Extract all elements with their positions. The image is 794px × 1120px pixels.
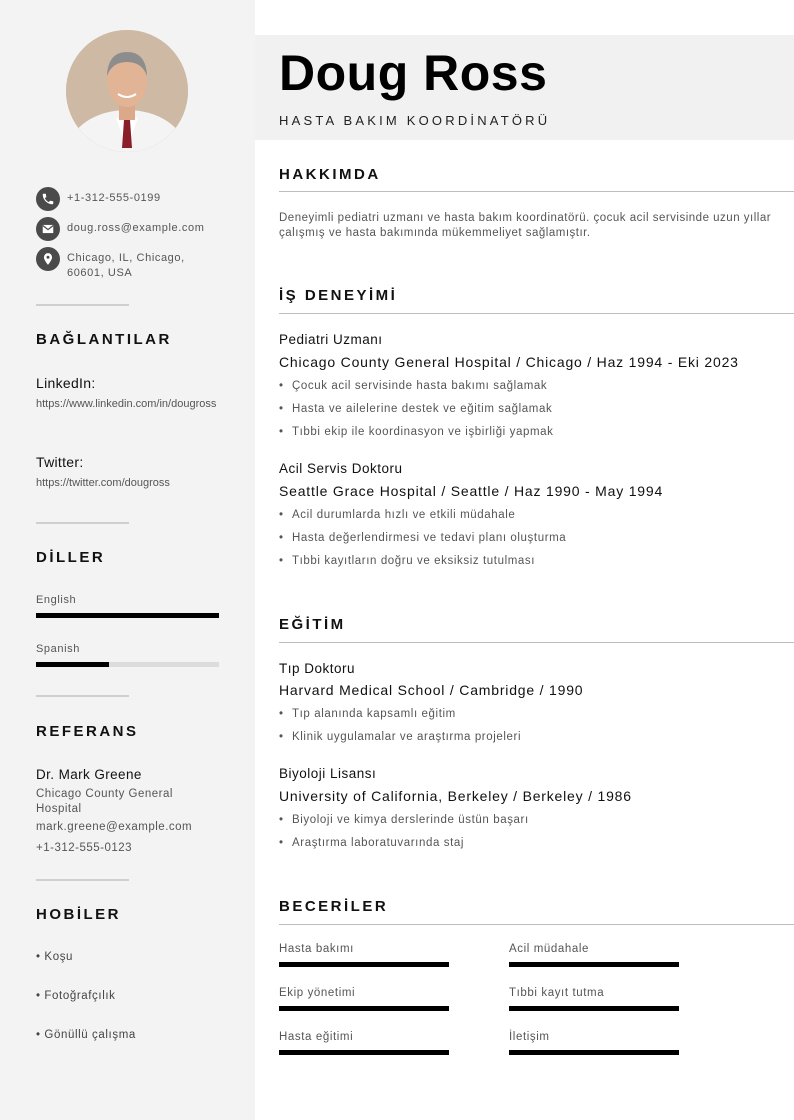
job-entry-details: Seattle Grace Hospital / Seattle / Haz 1990 - May 1994 bbox=[279, 483, 664, 499]
hobby-label: Gönüllü çalışma bbox=[44, 1029, 136, 1041]
hobbies-heading: HOBİLER bbox=[36, 906, 121, 923]
skill-level-bar bbox=[509, 962, 679, 967]
linkedin-label: LinkedIn: bbox=[36, 375, 96, 391]
reference-email[interactable]: mark.greene@example.com bbox=[36, 821, 193, 833]
education-heading: EĞİTİM bbox=[279, 616, 346, 633]
language-level-fill bbox=[36, 613, 219, 618]
person-name: Doug Ross bbox=[279, 45, 548, 101]
bullet-text: Tıbbi ekip ile koordinasyon ve işbirliği yapmak bbox=[292, 426, 554, 438]
hobby-item: • Fotoğrafçılık bbox=[36, 990, 116, 1002]
bullet-text: Acil durumlarda hızlı ve etkili müdahale bbox=[292, 509, 516, 521]
contact-address bbox=[36, 247, 217, 281]
language-name: English bbox=[36, 594, 77, 606]
reference-org: Chicago County General Hospital bbox=[36, 788, 173, 815]
bullet-text: Hasta değerlendirmesi ve tedavi planı oluşturma bbox=[292, 532, 567, 544]
bullet-text: Klinik uygulamalar ve araştırma projeleri bbox=[292, 731, 522, 743]
hobby-label: Fotoğrafçılık bbox=[44, 990, 116, 1002]
bullet-text: Hasta ve ailelerine destek ve eğitim sağlamak bbox=[292, 403, 553, 415]
phone-icon bbox=[36, 187, 60, 211]
languages-heading: DİLLER bbox=[36, 549, 106, 566]
skill-level-bar bbox=[509, 1050, 679, 1055]
education-entry-details: University of California, Berkeley / Berkeley / 1986 bbox=[279, 788, 632, 804]
mail-icon bbox=[36, 217, 60, 241]
education-bullet: • Biyoloji ve kimya derslerinde üstün başarı bbox=[279, 814, 529, 826]
location-pin-icon bbox=[36, 247, 60, 271]
job-bullet: • Tıbbi ekip ile koordinasyon ve işbirliği yapmak bbox=[279, 426, 554, 438]
sidebar bbox=[0, 0, 255, 1120]
section-rule bbox=[279, 924, 794, 925]
skill-level-bar bbox=[279, 1006, 449, 1011]
language-level-bar bbox=[36, 613, 219, 618]
bullet-text: Tıp alanında kapsamlı eğitim bbox=[292, 708, 456, 720]
twitter-link[interactable]: https://twitter.com/dougross bbox=[36, 477, 170, 489]
job-entry-title: Acil Servis Doktoru bbox=[279, 461, 403, 476]
experience-heading: İŞ DENEYİMİ bbox=[279, 287, 398, 304]
skill-name: Tıbbi kayıt tutma bbox=[509, 987, 605, 999]
skill-level-bar bbox=[279, 1050, 449, 1055]
about-heading: HAKKIMDA bbox=[279, 166, 381, 183]
skill-name: Acil müdahale bbox=[509, 943, 590, 955]
divider bbox=[36, 695, 129, 697]
skill-name: İletişim bbox=[509, 1031, 550, 1043]
linkedin-link[interactable]: https://www.linkedin.com/in/dougross bbox=[36, 398, 217, 410]
job-bullet: • Tıbbi kayıtların doğru ve eksiksiz tutulması bbox=[279, 555, 536, 567]
job-entry-details: Chicago County General Hospital / Chicago / Haz 1994 - Eki 2023 bbox=[279, 354, 739, 370]
bullet-text: Çocuk acil servisinde hasta bakımı sağlamak bbox=[292, 380, 548, 392]
language-level-fill bbox=[36, 662, 109, 667]
skill-level-bar bbox=[279, 962, 449, 967]
education-entry-title: Biyoloji Lisansı bbox=[279, 766, 377, 781]
links-heading: BAĞLANTILAR bbox=[36, 331, 172, 348]
references-heading: REFERANS bbox=[36, 723, 139, 740]
job-bullet: • Acil durumlarda hızlı ve etkili müdahale bbox=[279, 509, 516, 521]
job-entry-title: Pediatri Uzmanı bbox=[279, 332, 383, 347]
phone-text[interactable]: +1-312-555-0199 bbox=[67, 192, 161, 204]
skill-name: Ekip yönetimi bbox=[279, 987, 356, 999]
skill-name: Hasta bakımı bbox=[279, 943, 354, 955]
hobby-item: • Koşu bbox=[36, 951, 74, 963]
hobby-label: Koşu bbox=[44, 951, 74, 963]
hobby-item: • Gönüllü çalışma bbox=[36, 1029, 136, 1041]
contact-phone bbox=[36, 187, 217, 211]
avatar bbox=[66, 30, 188, 152]
education-bullet: • Tıp alanında kapsamlı eğitim bbox=[279, 708, 456, 720]
divider bbox=[36, 879, 129, 881]
education-entry-title: Tıp Doktoru bbox=[279, 661, 356, 676]
about-text: Deneyimli pediatri uzmanı ve hasta bakım koordinatörü. çocuk acil servisinde uzun yıllar çalışmış ve hasta bakımında mükemmeliyet sağlamıştır. bbox=[279, 212, 772, 239]
portrait-image bbox=[66, 30, 188, 152]
language-level-bar bbox=[36, 662, 219, 667]
job-title: HASTA BAKIM KOORDİNATÖRÜ bbox=[279, 113, 551, 128]
job-bullet: • Hasta ve ailelerine destek ve eğitim sağlamak bbox=[279, 403, 553, 415]
education-entry-details: Harvard Medical School / Cambridge / 1990 bbox=[279, 682, 584, 698]
twitter-label: Twitter: bbox=[36, 454, 84, 470]
skills-heading: BECERİLER bbox=[279, 898, 389, 915]
bullet-text: Biyoloji ve kimya derslerinde üstün başarı bbox=[292, 814, 529, 826]
divider bbox=[36, 522, 129, 524]
education-bullet: • Klinik uygulamalar ve araştırma projeleri bbox=[279, 731, 522, 743]
address-text: Chicago, IL, Chicago, 60601, USA bbox=[67, 252, 185, 279]
contact-email bbox=[36, 217, 217, 241]
job-bullet: • Çocuk acil servisinde hasta bakımı sağlamak bbox=[279, 380, 548, 392]
bullet-text: Tıbbi kayıtların doğru ve eksiksiz tutulması bbox=[292, 555, 536, 567]
email-text[interactable]: doug.ross@example.com bbox=[67, 222, 205, 234]
divider bbox=[36, 304, 129, 306]
skill-name: Hasta eğitimi bbox=[279, 1031, 354, 1043]
section-rule bbox=[279, 191, 794, 192]
language-name: Spanish bbox=[36, 643, 80, 655]
reference-name: Dr. Mark Greene bbox=[36, 767, 142, 782]
skill-level-bar bbox=[509, 1006, 679, 1011]
bullet-text: Araştırma laboratuvarında staj bbox=[292, 837, 465, 849]
job-bullet: • Hasta değerlendirmesi ve tedavi planı oluşturma bbox=[279, 532, 567, 544]
reference-phone[interactable]: +1-312-555-0123 bbox=[36, 842, 133, 854]
section-rule bbox=[279, 642, 794, 643]
education-bullet: • Araştırma laboratuvarında staj bbox=[279, 837, 465, 849]
section-rule bbox=[279, 313, 794, 314]
